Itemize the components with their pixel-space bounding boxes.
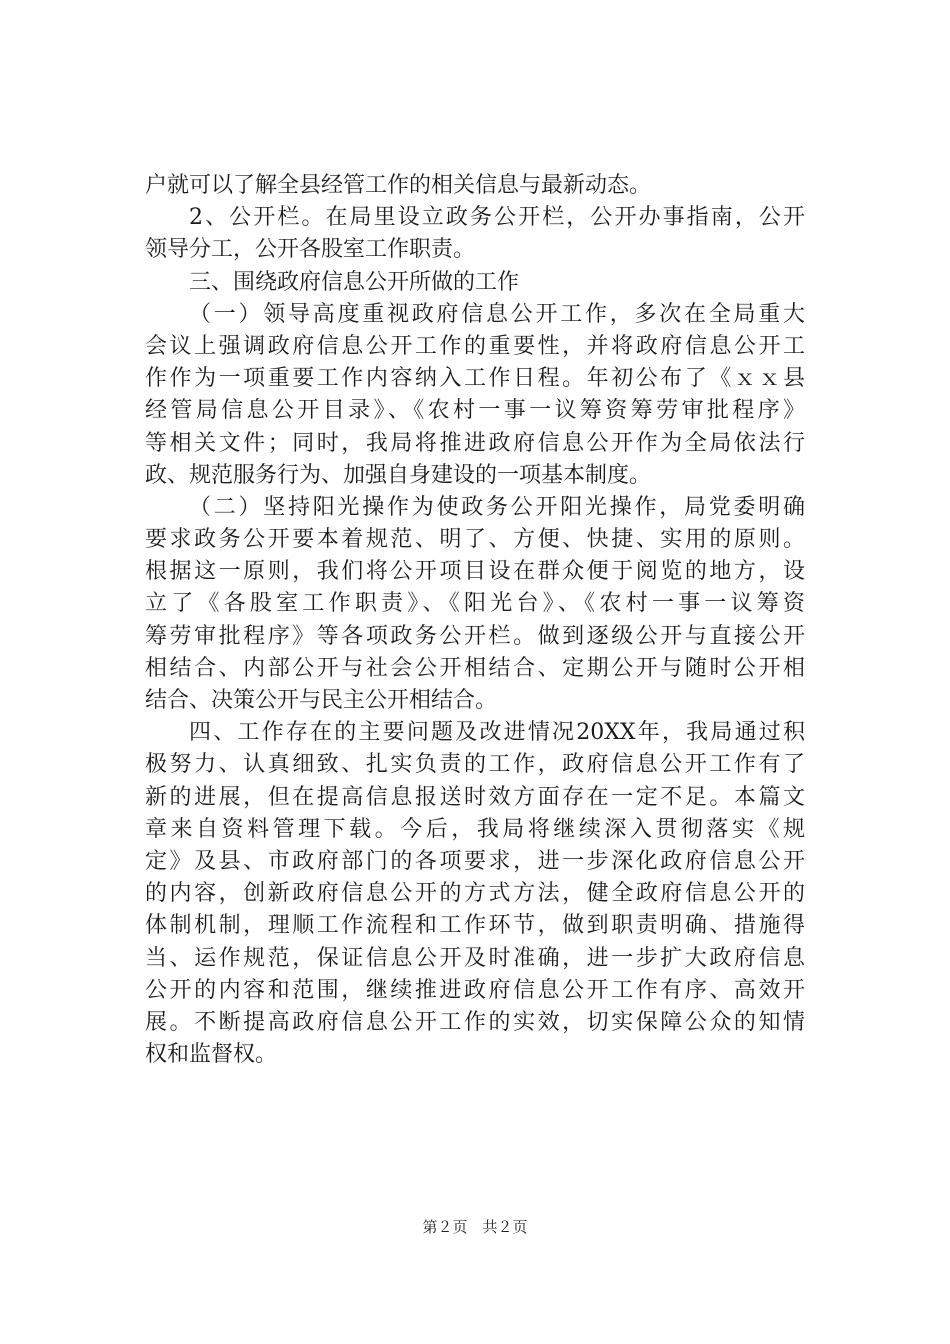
document-body (145, 170, 805, 1071)
text-line: 要求政务公开要本着规范、明了、方便、快捷、实用的原则。 (145, 527, 805, 553)
text-line: 展。不断提高政府信息公开工作的实效，切实保障公众的知情 (145, 1009, 805, 1035)
text-line: 等相关文件；同时，我局将推进政府信息公开作为全局依法行 (145, 430, 805, 456)
text-line: 相结合、内部公开与社会公开相结合、定期公开与随时公开相 (145, 655, 805, 681)
text-line: 政、规范服务行为、加强自身建设的一项基本制度。 (145, 462, 652, 488)
text-line: 作作为一项重要工作内容纳入工作日程。年初公布了《ｘｘ县 (145, 366, 805, 392)
text-line: 权和监督权。 (145, 1042, 278, 1068)
text-line: 根据这一原则，我们将公开项目设在群众便于阅览的地方，设 (145, 559, 805, 585)
text-line: 章来自资料管理下载。今后，我局将继续深入贯彻落实《规 (145, 816, 805, 842)
text-line: 公开的内容和范围，继续推进政府信息公开工作有序、高效开 (145, 977, 805, 1003)
text-line: 的内容，创新政府信息公开的方式方法，健全政府信息公开的 (145, 881, 805, 907)
text-line: 结合、决策公开与民主公开相结合。 (145, 688, 498, 713)
section-heading: 三、围绕政府信息公开所做的工作 (189, 269, 520, 295)
text-line: 体制机制，理顺工作流程和工作环节，做到职责明确、措施得 (145, 913, 805, 939)
text-line: 当、运作规范，保证信息公开及时准确，进一步扩大政府信息 (145, 945, 805, 971)
text-line: 户就可以了解全县经管工作的相关信息与最新动态。 (145, 173, 652, 198)
text-line: 立了《各股室工作职责》、《阳光台》、《农村一事一议筹资 (145, 591, 805, 617)
text-line: 极努力、认真细致、扎实负责的工作，政府信息公开工作有了 (145, 752, 805, 778)
text-line: 会议上强调政府信息公开工作的重要性，并将政府信息公开工 (145, 333, 805, 359)
text-line: （一）领导高度重视政府信息公开工作，多次在全局重大 (189, 301, 805, 327)
text-line: 新的进展，但在提高信息报送时效方面存在一定不足。本篇文 (145, 784, 805, 810)
text-line: 定》及县、市政府部门的各项要求，进一步深化政府信息公开 (145, 848, 805, 874)
text-line: 筹劳审批程序》等各项政务公开栏。做到逐级公开与直接公开 (145, 623, 805, 649)
text-line: 四、工作存在的主要问题及改进情况20XX年，我局通过积 (189, 720, 805, 746)
text-line: 领导分工，公开各股室工作职责。 (145, 237, 476, 263)
text-line: 经管局信息公开目录》、《农村一事一议筹资筹劳审批程序》 (145, 398, 805, 424)
text-line: （二）坚持阳光操作为使政务公开阳光操作，局党委明确 (189, 494, 805, 520)
text-line: 2、公开栏。在局里设立政务公开栏，公开办事指南，公开 (189, 205, 805, 231)
page-number-footer: 第２页 共２页 (422, 1218, 528, 1236)
